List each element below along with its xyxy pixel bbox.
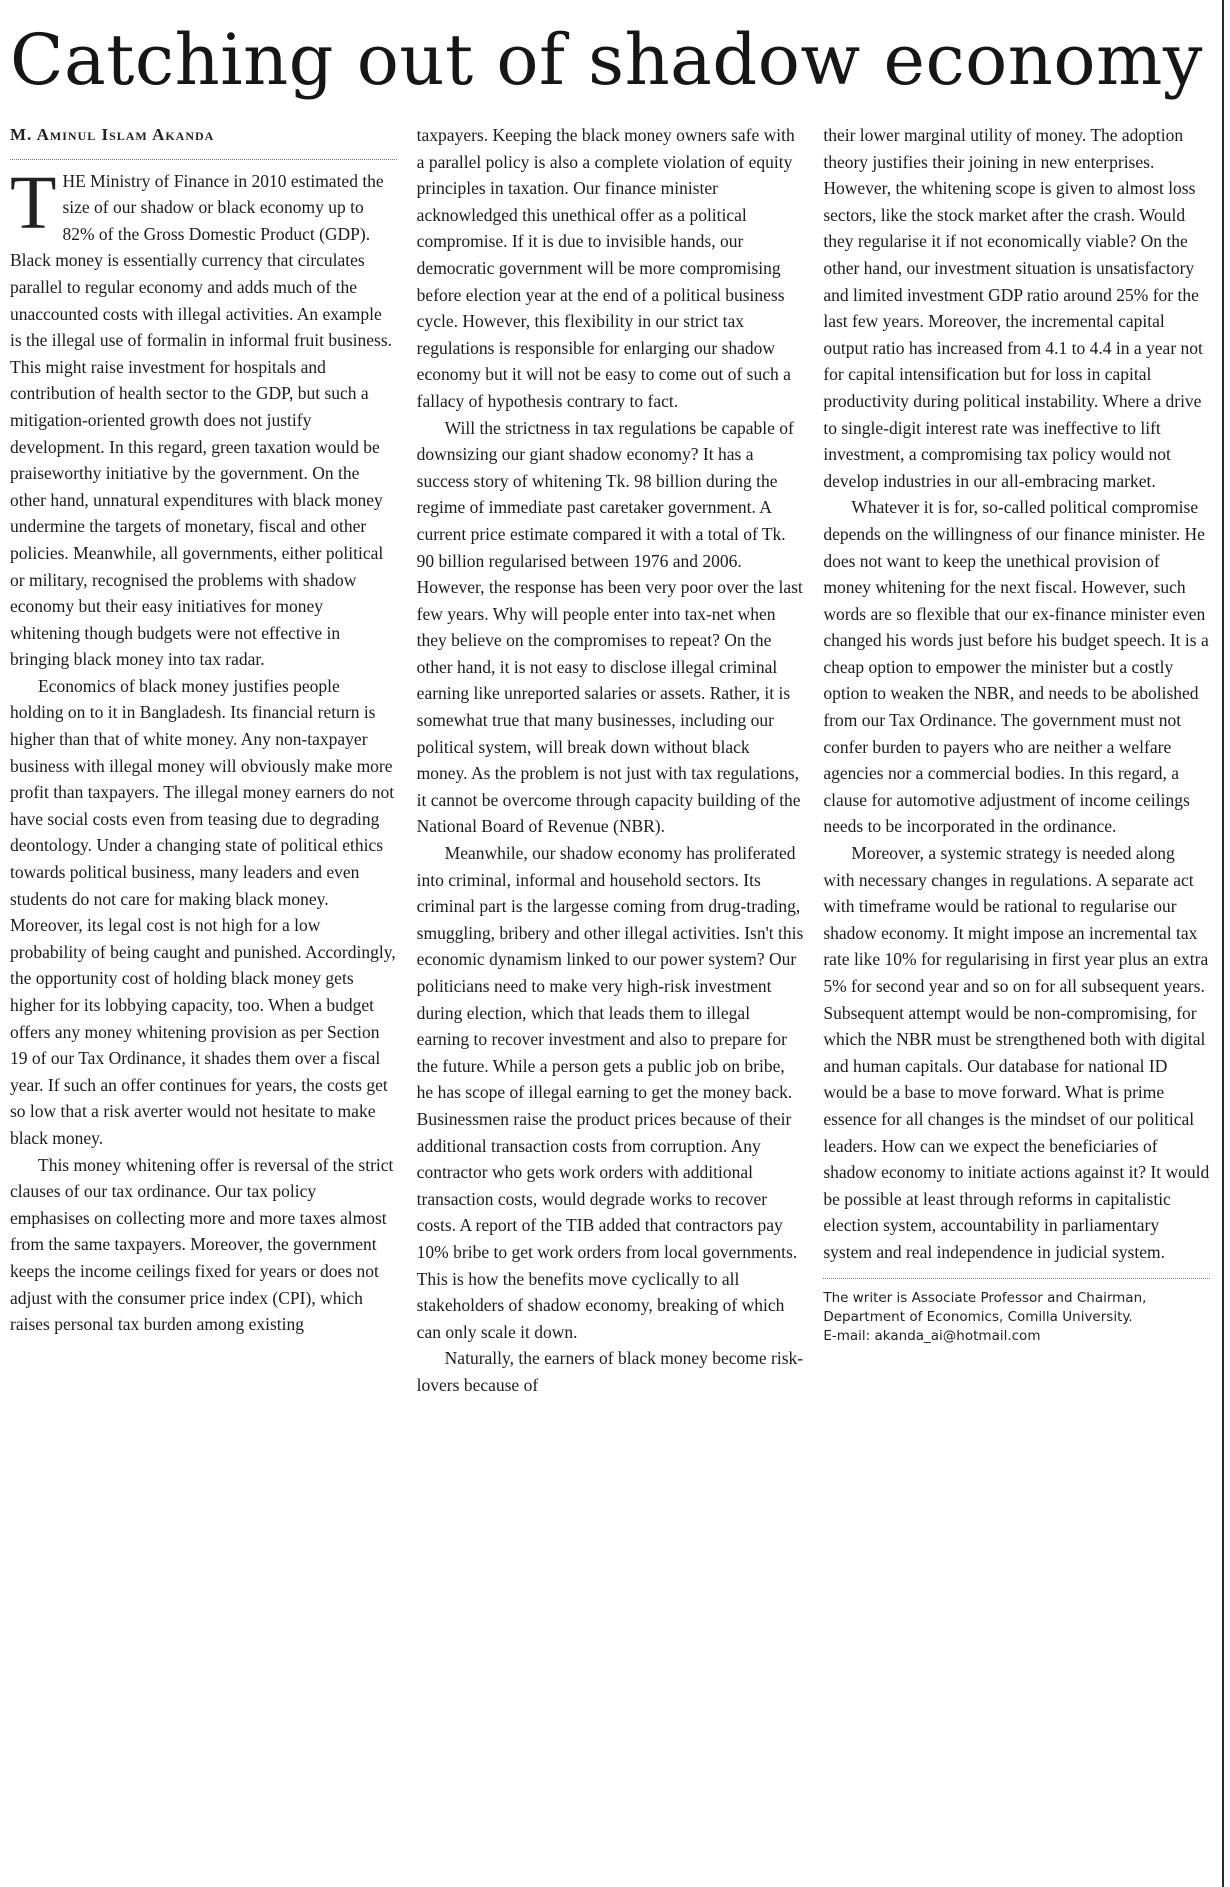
paragraph-3: This money whitening offer is reversal of the strict clauses of our tax ordinance. Our tax policy emphasises on collecting more and more taxes almost from the same taxpayers. Moreover, the government keeps the income ceilings fixed for years or does not adjust with the consumer price index (CPI), which raises personal tax burden among existing: [10, 1154, 394, 1335]
writer-note-line-1: The writer is Associate Professor and Chairman,: [823, 1289, 1147, 1306]
paragraph-1: [10, 160, 397, 673]
paragraph-1-text: HE Ministry of Finance in 2010 estimated the size of our shadow or black economy up to 82% of the Gross Domestic Product (GDP). Black money is essentially currency that circulates parallel to regular economy and adds much of the unaccounted costs with illegal activities. An example is the illegal use of formalin in informal fruit business. This might raise investment for hospitals and contribution of health sector to the GDP, but such a mitigation-oriented growth does not justify development. In this regard, green taxation would be praiseworthy initiative by the government. On the other hand, unnatural expenditures with black money undermine the targets of monetary, fiscal and other policies. Meanwhile, all governments, either political or military, recognised the problems with shadow economy but their easy initiatives for money whitening though budgets were not effective in bringing black money into tax radar.: [10, 170, 393, 670]
writer-email: E-mail: akanda_ai@hotmail.com: [823, 1327, 1041, 1344]
article-columns: [10, 122, 1210, 1867]
paragraph-6-continued: their lower marginal utility of money. The adoption theory justifies their joining in new enterprises. However, the whitening scope is given to almost loss sectors, like the stock market after the crash. Would they regularise it if not economically viable? On the other hand, our investment situation is unsatisfactory and limited investment GDP ratio around 25% for the last few years. Moreover, the incremental capital output ratio has increased from 4.1 to 4.4 in a year not for capital intensification but for loss in capital productivity during political instability. Where a drive to single-digit interest rate was ineffective to lift investment, a compromising tax policy would not develop industries in our all-embracing market.: [823, 125, 1203, 491]
column-3: [823, 122, 1210, 1867]
paragraph-3-continued: taxpayers. Keeping the black money owners safe with a parallel policy is also a complete violation of equity principles in taxation. Our finance minister acknowledged this unethical offer as a political compromise. If it is due to invisible hands, our democratic government will be more compromising before election year at the end of a political business cycle. However, this flexibility in our strict tax regulations is responsible for enlarging our shadow economy but it will not be easy to come out of such a fallacy of hypothesis contrary to fact.: [416, 125, 795, 411]
page-edge-rule: [1222, 0, 1224, 1887]
dropcap: T: [10, 160, 57, 245]
paragraph-5: Meanwhile, our shadow economy has proliferated into criminal, informal and household sectors. Its criminal part is the largesse coming from drug-trading, smuggling, bribery and other illegal activities. Isn't this economic dynamism linked to our power system? Our politicians need to make very high-risk investment during election, which that leads them to illegal earning to recover investment and also to prepare for the future. While a person gets a public job on bribe, he has scope of illegal earning to get the money back. Businessmen raise the product prices because of their additional transaction costs from corruption. Any contractor who gets work orders with additional transaction costs, would degrade works to recover costs. A report of the TIB added that contractors pay 10% bribe to get work orders from local governments. This is how the benefits move cyclically to all stakeholders of shadow economy, breaking of which can only scale it down.: [416, 843, 804, 1342]
paragraph-6: Naturally, the earners of black money become risk-lovers because of: [416, 1348, 804, 1395]
paragraph-8: Moreover, a systemic strategy is needed along with necessary changes in regulations. A separate act with timeframe would be rational to regularise our shadow economy. It might impose an incremental tax rate like 10% for regularising in first year plus an extra 5% for second year and so on for all subsequent years. Subsequent attempt would be non-compromising, for which the NBR must be strengthened both with digital and human capitals. Our database for national ID would be a base to move forward. What is prime essence for all changes is the mindset of our political leaders. How can we expect the beneficiaries of shadow economy to initiate actions against it? It would be possible at least through reforms in capitalistic election system, accountability in parliamentary system and real independence in judicial system.: [823, 843, 1210, 1262]
writer-note-line-2: Department of Economics, Comilla University.: [823, 1308, 1133, 1325]
paragraph-2: Economics of black money justifies people holding on to it in Bangladesh. Its financial return is higher than that of white money. Any non-taxpayer business with illegal money will obviously make more profit than taxpayers. The illegal money earners do not have social costs even from teasing due to degrading deontology. Under a changing state of political ethics towards political business, many leaders and even students do not care for making black money. Moreover, its legal cost is not high for a low probability of being caught and punished. Accordingly, the opportunity cost of holding black money gets higher for its lobbying capacity, too. When a budget offers any money whitening provision as per Section 19 of our Tax Ordinance, it shades them over a fiscal year. If such an offer continues for years, the costs get so low that a risk averter would not hesitate to make black money.: [10, 675, 396, 1148]
headline: Catching out of shadow economy: [10, 19, 1203, 101]
byline: M. Aminul Islam Akanda: [10, 122, 397, 160]
paragraph-4: Will the strictness in tax regulations be capable of downsizing our giant shadow economy? It has a success story of whitening Tk. 98 billion during the regime of immediate past caretaker government. A current price estimate compared it with a total of Tk. 90 billion regularised between 1976 and 2006. However, the response has been very poor over the last few years. Why will people enter into tax-net when they believe on the compromises to repeat? On the other hand, it is not easy to disclose illegal criminal earning like unreported salaries or assets. Rather, it is somewhat true that many businesses, including our political system, will break down without black money. As the problem is not just with tax regulations, it cannot be overcome through capacity building of the National Board of Revenue (NBR).: [416, 417, 803, 837]
column-1: [10, 122, 397, 1867]
column-2: [417, 122, 804, 1867]
writer-note: [823, 1278, 1210, 1346]
paragraph-7: Whatever it is for, so-called political compromise depends on the willingness of our finance minister. He does not want to keep the unethical provision of money whitening for the next fiscal. However, such words are so flexible that our ex-finance minister even changed his words just before his budget speech. It is a cheap option to empower the minister but a costly option to weaken the NBR, and needs to be abolished from our Tax Ordinance. The government must not confer burden to payers who are neither a welfare agencies nor a commercial bodies. In this regard, a clause for automotive adjustment of income ceilings needs to be incorporated in the ordinance.: [823, 497, 1209, 837]
